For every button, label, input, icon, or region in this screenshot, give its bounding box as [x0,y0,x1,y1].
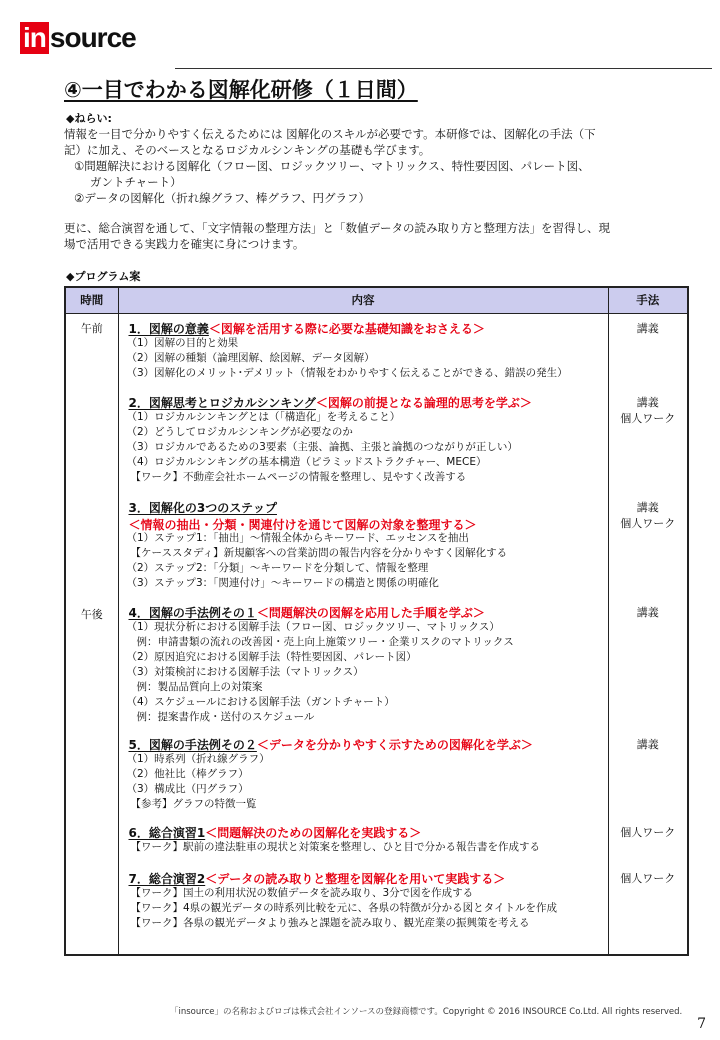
page-number: 7 [697,1016,706,1032]
section-item: （1）図解の目的と効果 [126,336,239,349]
section-item: （3）ロジカルであるための3要素（主張、論拠、主張と論拠のつながりが正しい） [126,440,518,453]
method-label: 個人ワーク [620,825,676,839]
aim-line: 記）に加え、そのベースとなるロジカルシンキングの基礎も学びます。 [64,143,431,157]
section-item: （1）ロジカルシンキングとは（「構造化」を考えること） [126,410,401,423]
time-pm: 午後 [80,607,103,621]
section-item: （2）他社比（棒グラフ） [126,767,249,780]
aim-heading: ◆ねらい: [66,112,112,125]
section-item: （3）図解化のメリット･デメリット（情報をわかりやすく伝えることができる、錯誤の発生） [126,366,568,379]
method-label: 講義 [636,500,659,514]
header-content: 内容 [118,287,608,313]
section-item: （2）図解の種類（論理図解、絵図解、データ図解） [126,351,375,364]
page-title: ④一目でわかる図解化研修（１日間） [64,78,418,102]
section-subtitle: ＜データを分かりやすく示すための図解化を学ぶ＞ [256,737,533,752]
aim-body [64,126,644,252]
method-label: 個人ワーク [620,871,676,885]
section-number: 1．図解の意義 [128,321,209,336]
header-time: 時間 [65,287,118,313]
section-subtitle: ＜情報の抽出・分類・関連付けを通じて図解の対象を整理する＞ [128,517,477,532]
section-item: 【ワーク】不動産会社ホームページの情報を整理し、見やすく改善する [130,470,467,483]
method-label: 個人ワーク [620,516,676,530]
method-cell [608,313,688,955]
method-label: 講義 [636,605,659,619]
section-heading [129,394,532,411]
section-item: 【ワーク】4県の観光データの時系列比較を元に、各県の特徴が分かる図とタイトルを作成 [130,901,557,914]
section-item: （3）対策検討における図解手法（マトリックス） [126,665,364,678]
section-subtitle: ＜図解を活用する際に必要な基礎知識をおさえる＞ [208,321,485,336]
section-number: 4．図解の手法例その１ [128,605,257,620]
section-heading [129,499,477,533]
section-item: 例：申請書類の流れの改善図・売上向上施策ツリー・企業リスクのマトリックス [136,635,514,648]
section-number: 7．総合演習2 [128,871,206,886]
section-subtitle: ＜問題解決のための図解化を実践する＞ [205,825,422,840]
section-number: 2．図解思考とロジカルシンキング [128,395,316,410]
aim-line: ①問題解決における図解化（フロー図、ロジックツリー、マトリックス、特性要因図、パレート図、 [74,159,590,173]
section-subtitle: ＜問題解決の図解を応用した手順を学ぶ＞ [256,605,485,620]
logo-highlight: in [20,22,49,54]
section-item: （2）どうしてロジカルシンキングが必要なのか [126,425,353,438]
section-item: （4）スケジュールにおける図解手法（ガントチャート） [126,695,395,708]
section-heading [129,736,533,753]
method-label: 講義 [636,737,659,751]
section-number: 3．図解化の3つのステップ [128,500,277,515]
section-item: （4）ロジカルシンキングの基本構造（ピラミッドストラクチャー、MECE） [126,455,487,468]
aim-line: 情報を一目で分かりやすく伝えるためには 図解化のスキルが必要です。本研修では、図解化の手法（下 [64,127,596,141]
program-table [64,286,689,956]
section-item: （1）ステップ1：「抽出」～情報全体からキーワード、エッセンスを抽出 [126,531,469,544]
section-item: 例：製品品質向上の対策案 [136,680,263,693]
section-item: （1）時系列（折れ線グラフ） [126,752,270,765]
aim-line: 場で活用できる実践力を確実に身につけます。 [64,237,305,251]
section-item: （2）原因追究における図解手法（特性要因図、パレート図） [126,650,417,663]
section-item: （3）構成比（円グラフ） [126,782,249,795]
section-item: 【ケーススタディ】新規顧客への営業訪問の報告内容を分かりやすく図解化する [130,546,508,559]
insource-logo [20,22,136,54]
section-heading [129,824,422,841]
time-am: 午前 [80,321,103,335]
section-item: （2）ステップ2：「分類」～キーワードを分類して、情報を整理 [126,561,429,574]
section-item: 【ワーク】各県の観光データより強みと課題を読み取り、観光産業の振興策を考える [130,916,530,929]
content-cell [118,313,608,955]
logo-text: source [49,22,136,53]
section-subtitle: ＜データの読み取りと整理を図解化を用いて実践する＞ [205,871,506,886]
section-heading [129,320,485,337]
section-heading [129,604,485,621]
section-item: 【ワーク】駅前の違法駐車の現状と対策案を整理し、ひと目で分かる報告書を作成する [130,840,540,853]
section-item: 例：提案書作成・送付のスケジュール [136,710,315,723]
program-heading: ◆プログラム案 [66,270,141,283]
method-label: 個人ワーク [620,411,676,425]
section-number: 5．図解の手法例その２ [128,737,257,752]
section-number: 6．総合演習1 [128,825,206,840]
time-cell [65,313,118,955]
header-divider [175,68,712,69]
method-label: 講義 [636,321,659,335]
section-item: （3）ステップ3：「関連付け」～キーワードの構造と関係の明確化 [126,576,439,589]
section-item: 【ワーク】国土の利用状況の数値データを読み取り、3分で図を作成する [130,886,474,899]
section-subtitle: ＜図解の前提となる論理的思考を学ぶ＞ [315,395,532,410]
section-item: 【参考】グラフの特徴一覧 [130,797,257,810]
footer-copyright: 「insource」の名称およびロゴは株式会社インソースの登録商標です。Copyright © 2016 INSOURCE Co.Ltd. All rights reserved. [170,1007,683,1017]
aim-line: ガントチャート） [90,175,182,189]
aim-line: 更に、総合演習を通して、「文字情報の整理方法」と「数値データの読み取り方と整理方法」を習得し、現 [64,221,611,235]
section-heading [129,870,506,887]
method-label: 講義 [636,395,659,409]
aim-line: ②データの図解化（折れ線グラフ、棒グラフ、円グラフ） [74,191,370,205]
section-item: （1）現状分析における図解手法（フロー図、ロジックツリー、マトリックス） [126,620,500,633]
header-method: 手法 [608,287,688,313]
